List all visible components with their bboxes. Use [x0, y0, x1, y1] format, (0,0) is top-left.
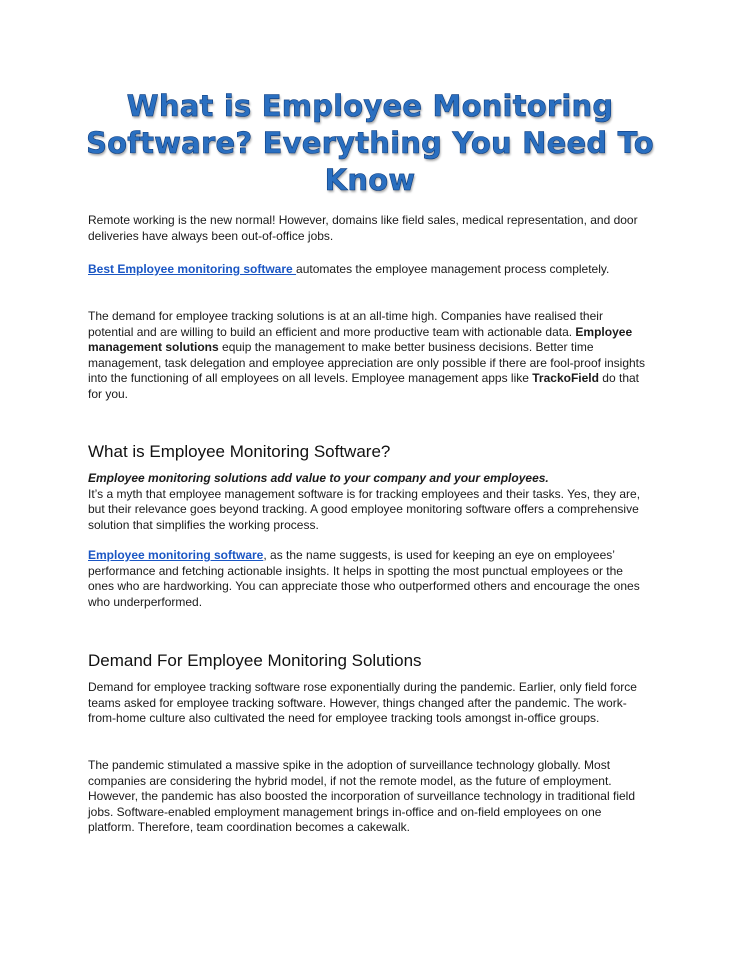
- intro-paragraph-3-text-b: equip the management to make better business decisions. Better time management, task delegation and employee appreciation are only possible if there are fool-proof insights into the functioning of all employees on all levels. Employee management apps like: [88, 340, 646, 385]
- document-title: What is Employee Monitoring Software? Everything You Need To Know: [86, 89, 654, 197]
- employee-management-solutions-bold: Employee management solutions: [88, 324, 633, 354]
- section-1-heading: What is Employee Monitoring Software?: [88, 442, 391, 461]
- section-2-paragraph-2: The pandemic stimulated a massive spike in the adoption of surveillance technology globally. Most companies are considering the hybrid model, if not the remote model, as the future of employment. However, the pandemic has also boosted the incorporation of surveillance technology in traditional field jobs. Software-enabled employment management brings in-office and on-field employees on one platform. Therefore, team coordination becomes a cakewalk.: [88, 758, 635, 834]
- section-1-paragraph-2-text: , as the name suggests, is used for keeping an eye on employees’ performance and fetching actionable insights. It helps in spotting the most punctual employees or the ones who are hardworking. You can appreciate those who outperformed others and encourage the ones who underperformed.: [88, 548, 640, 609]
- section-1-lead: Employee monitoring solutions add value to your company and your employees.: [88, 471, 549, 485]
- intro-paragraph-3: [88, 309, 648, 402]
- section-1-paragraph-2: [88, 548, 648, 610]
- trackofield-bold: TrackoField: [532, 371, 599, 385]
- section-2-paragraph-1: Demand for employee tracking software rose exponentially during the pandemic. Earlier, only field force teams asked for employee tracking software. However, things changed after the pandemic. The work-from-home culture also cultivated the need for employee tracking tools amongst in-office groups.: [88, 680, 637, 725]
- section-1-paragraph-1: [88, 471, 648, 533]
- intro-paragraph-2: [88, 262, 648, 278]
- intro-paragraph-3-text-c: do that for you.: [88, 371, 639, 401]
- intro-paragraph-1: Remote working is the new normal! However, domains like field sales, medical representation, and door deliveries have always been out-of-office jobs.: [88, 213, 638, 243]
- intro-paragraph-2-text: automates the employee management process completely.: [296, 262, 610, 276]
- best-employee-monitoring-link[interactable]: Best Employee monitoring software: [88, 262, 297, 276]
- intro-paragraph-3-text-a: The demand for employee tracking solutions is at an all-time high. Companies have realised their potential and are willing to build an efficient and more productive team with actionable data.: [88, 309, 603, 339]
- section-2-heading: Demand For Employee Monitoring Solutions: [88, 651, 422, 670]
- employee-monitoring-software-link[interactable]: Employee monitoring software: [88, 548, 264, 562]
- section-1-paragraph-1-text: It’s a myth that employee management software is for tracking employees and their tasks. Yes, they are, but their relevance goes beyond tracking. A good employee monitoring software offers a comprehensive solution that simplifies the working process.: [88, 486, 641, 532]
